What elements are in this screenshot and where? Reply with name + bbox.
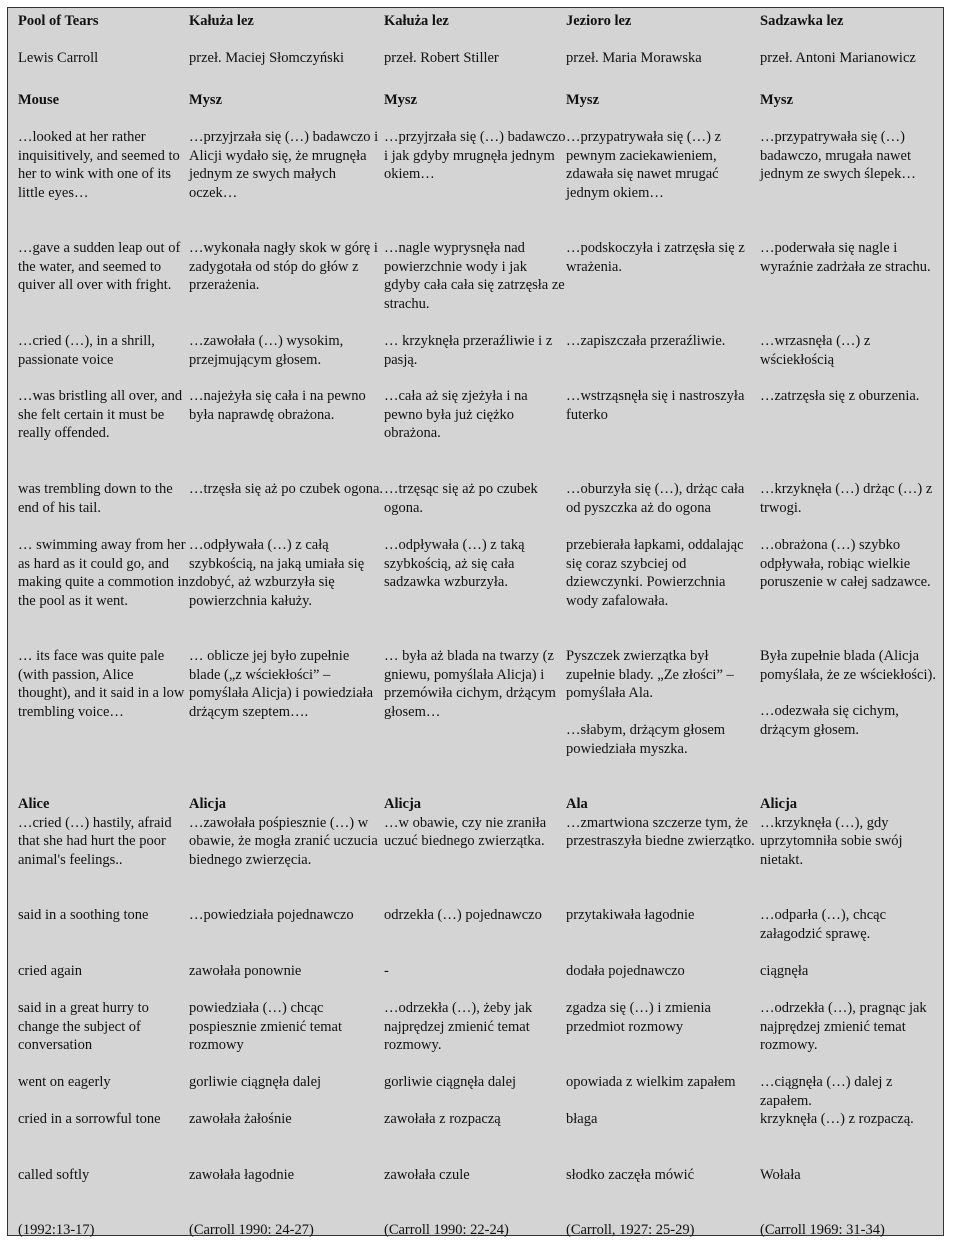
cell-text: …zawołała pośpiesznie (…) w obawie, że mogła zranić uczucia biednego zwierzęcia.: [189, 814, 378, 869]
section-heading-mouse: Mysz: [384, 92, 418, 108]
table-cell: …przypatrywała się (…) z pewnym zaciekawieniem, zdawała się nawet mrugać jednym okiem…: [566, 129, 722, 202]
table-cell: opowiada z wielkim zapałem: [566, 1074, 736, 1090]
table-cell: [384, 795, 566, 906]
section-heading-mouse: Mysz: [189, 92, 223, 108]
table-cell: zgadza się (…) i zmienia przedmiot rozmowy: [566, 1000, 711, 1035]
table-cell: zawołała żałośnie: [189, 1111, 292, 1127]
translation-comparison-table: [18, 12, 944, 1243]
column-translator: przeł. Robert Stiller: [384, 50, 499, 66]
table-cell: …was bristling all over, and she felt certain it must be really offended.: [18, 388, 183, 442]
cell-text: …słabym, drżącym głosem powiedziała myszka.: [566, 722, 726, 757]
table-cell: …poderwała się nagle i wyraźnie zadrżała ze strachu.: [760, 240, 931, 275]
table-cell: dodała pojednawczo: [566, 963, 685, 979]
table-cell: …cried (…), in a shrill, passionate voice: [18, 333, 155, 368]
table-cell: …odrzekła (…), pragnąc jak najprędzej zmienić temat rozmowy.: [760, 1000, 927, 1054]
table-cell: gorliwie ciągnęła dalej: [384, 1074, 517, 1090]
column-translator: przeł. Antoni Marianowicz: [760, 50, 916, 66]
table-cell: słodko zaczęła mówić: [566, 1167, 695, 1183]
table-cell: …przypatrywała się (…) badawczo, mrugała nawet jednym ze swych ślepek…: [760, 129, 916, 183]
table-cell: …odpływała (…) z całą szybkością, na jaką umiała się zdobyć, aż wzburzyła się powierzchnia kałuży.: [189, 537, 365, 610]
column-translator: Lewis Carroll: [18, 50, 99, 66]
table-cell: [384, 647, 566, 795]
cell-text: … its face was quite pale (with passion, Alice thought), and it said in a low trembling voice…: [18, 648, 185, 721]
table-cell: ciągnęła: [760, 963, 809, 979]
table-cell: zawołała czule: [384, 1167, 470, 1183]
table-cell: …odrzekła (…), żeby jak najprędzej zmienić temat rozmowy.: [384, 1000, 533, 1054]
table-cell: …wykonała nagły skok w górę i zadygotała od stóp do głów z przerażenia.: [189, 240, 378, 294]
table-cell: said in a great hurry to change the subject of conversation: [18, 1000, 149, 1054]
source-citation: (Carroll 1990: 22-24): [384, 1222, 509, 1238]
table-cell: przebierała łapkami, oddalając się coraz szybciej od dziewczynki. Powierzchnia wody zafalowała.: [566, 537, 744, 610]
table-cell: …ciągnęła (…) dalej z zapałem.: [760, 1074, 893, 1109]
section-heading-alice: Alicja: [189, 796, 227, 812]
table-cell: called softly: [18, 1167, 90, 1183]
table-cell: cried in a sorrowful tone: [18, 1111, 161, 1127]
table-cell: -: [384, 963, 389, 979]
table-cell: Wołała: [760, 1167, 801, 1183]
table-cell: zawołała ponownie: [189, 963, 302, 979]
column-title: Jezioro lez: [566, 13, 632, 29]
table-cell: …nagle wyprysnęła nad powierzchnie wody i jak gdyby cała cała się zatrzęsła ze strachu.: [384, 240, 565, 313]
section-heading-mouse: Mysz: [566, 92, 600, 108]
table-cell: [189, 647, 384, 795]
cell-text: Pyszczek zwierzątka był zupełnie blady. „Ze złości” – pomyślała Ala.: [566, 648, 734, 702]
table-cell: …zapiszczała przeraźliwie.: [566, 333, 726, 349]
table-cell: …odparła (…), chcąc załagodzić sprawę.: [760, 907, 887, 942]
table-cell: [760, 647, 944, 795]
section-heading-alice: Alice: [18, 796, 50, 812]
table-cell: went on eagerly: [18, 1074, 111, 1090]
cell-text: …cried (…) hastily, afraid that she had hurt the poor animal's feelings..: [18, 814, 172, 869]
table-cell: odrzekła (…) pojednawczo: [384, 907, 542, 923]
cell-text: Była zupełnie blada (Alicja pomyślała, że ze wściekłości).: [760, 648, 936, 683]
table-cell: … swimming away from her as hard as it could go, and making quite a commotion in the pool as it went.: [18, 537, 189, 610]
comparison-table-frame: [7, 7, 944, 1236]
table-cell: zawołała z rozpaczą: [384, 1111, 501, 1127]
source-citation: (1992:13-17): [18, 1222, 95, 1238]
table-cell: …gave a sudden leap out of the water, and seemed to quiver all over with fright.: [18, 240, 181, 294]
column-title: Kałuża lez: [189, 13, 254, 29]
table-cell: …wstrząsnęła się i nastroszyła futerko: [566, 388, 745, 423]
table-cell: …powiedziała pojednawczo: [189, 907, 354, 923]
table-cell: gorliwie ciągnęła dalej: [189, 1074, 322, 1090]
table-cell: powiedziała (…) chcąc pospiesznie zmienić temat rozmowy: [189, 1000, 343, 1054]
table-cell: …krzyknęła (…) drżąc (…) z trwogi.: [760, 481, 933, 516]
table-cell: [189, 795, 384, 906]
column-translator: przeł. Maria Morawska: [566, 50, 702, 66]
table-cell: …podskoczyła i zatrzęsła się z wrażenia.: [566, 240, 745, 275]
section-heading-alice: Alicja: [384, 796, 422, 812]
section-heading-mouse: Mysz: [760, 92, 794, 108]
source-citation: (Carroll 1969: 31-34): [760, 1222, 885, 1238]
cell-text: …w obawie, czy nie zraniła uczuć biednego zwierzątka.: [384, 814, 547, 850]
table-cell: …odpływała (…) z taką szybkością, aż się cała sadzawka wzburzyła.: [384, 537, 525, 591]
table-cell: …przyjrzała się (…) badawczo i jak gdyby mrugnęła jednym okiem…: [384, 129, 566, 183]
table-cell: …oburzyła się (…), drżąc cała od pyszczka aż do ogona: [566, 481, 745, 516]
table-cell: … krzyknęła przeraźliwie i z pasją.: [384, 333, 553, 368]
section-heading-alice: Ala: [566, 796, 588, 812]
table-cell: [566, 647, 760, 795]
table-cell: …przyjrzała się (…) badawczo i Alicji wydało się, że mrugnęła jednym ze swych małych oczek…: [189, 129, 379, 202]
table-cell: [18, 795, 189, 906]
table-cell: błaga: [566, 1111, 598, 1127]
section-heading-mouse: Mouse: [18, 92, 60, 108]
source-citation: (Carroll, 1927: 25-29): [566, 1222, 695, 1238]
table-cell: …cała aż się zjeżyła i na pewno była już ciężko obrażona.: [384, 388, 528, 442]
table-cell: zawołała łagodnie: [189, 1167, 295, 1183]
source-citation: (Carroll 1990: 24-27): [189, 1222, 314, 1238]
table-cell: przytakiwała łagodnie: [566, 907, 695, 923]
column-translator: przeł. Maciej Słomczyński: [189, 50, 345, 66]
table-cell: …zawołała (…) wysokim, przejmującym głosem.: [189, 333, 344, 368]
table-cell: [566, 795, 760, 906]
table-cell: was trembling down to the end of his tail.: [18, 481, 173, 516]
table-cell: [760, 795, 944, 906]
table-cell: …trzęsąc się aż po czubek ogona.: [384, 481, 538, 516]
column-title: Kałuża lez: [384, 13, 449, 29]
cell-text: …krzyknęła (…), gdy uprzytomniła sobie swój nietakt.: [760, 814, 903, 869]
table-cell: said in a soothing tone: [18, 907, 149, 923]
table-cell: …wrzasnęła (…) z wściekłością: [760, 333, 871, 368]
cell-text: … oblicze jej było zupełnie blade („z wściekłości” – pomyślała Alicja) i powiedziała drżącym szeptem….: [189, 648, 374, 721]
column-title: Sadzawka lez: [760, 13, 844, 29]
section-heading-alice: Alicja: [760, 796, 798, 812]
cell-text: … była aż blada na twarzy (z gniewu, pomyślała Alicja) i przemówiła cichym, drżącym głosem…: [384, 648, 556, 721]
column-title: Pool of Tears: [18, 13, 99, 29]
table-cell: cried again: [18, 963, 83, 979]
cell-text: …odezwała się cichym, drżącym głosem.: [760, 703, 899, 739]
table-cell: …obrażona (…) szybko odpływała, robiąc wielkie poruszenie w całej sadzawce.: [760, 537, 931, 591]
table-cell: …zatrzęsła się z oburzenia.: [760, 388, 920, 404]
table-cell: …trzęsła się aż po czubek ogona.: [189, 481, 384, 497]
table-cell: krzyknęła (…) z rozpaczą.: [760, 1111, 914, 1127]
cell-text: …zmartwiona szczerze tym, że przestraszyła biedne zwierzątko.: [566, 814, 755, 850]
table-cell: …looked at her rather inquisitively, and seemed to her to wink with one of its little eyes…: [18, 129, 180, 202]
table-cell: [18, 647, 189, 795]
table-cell: …najeżyła się cała i na pewno była naprawdę obrażona.: [189, 388, 366, 423]
